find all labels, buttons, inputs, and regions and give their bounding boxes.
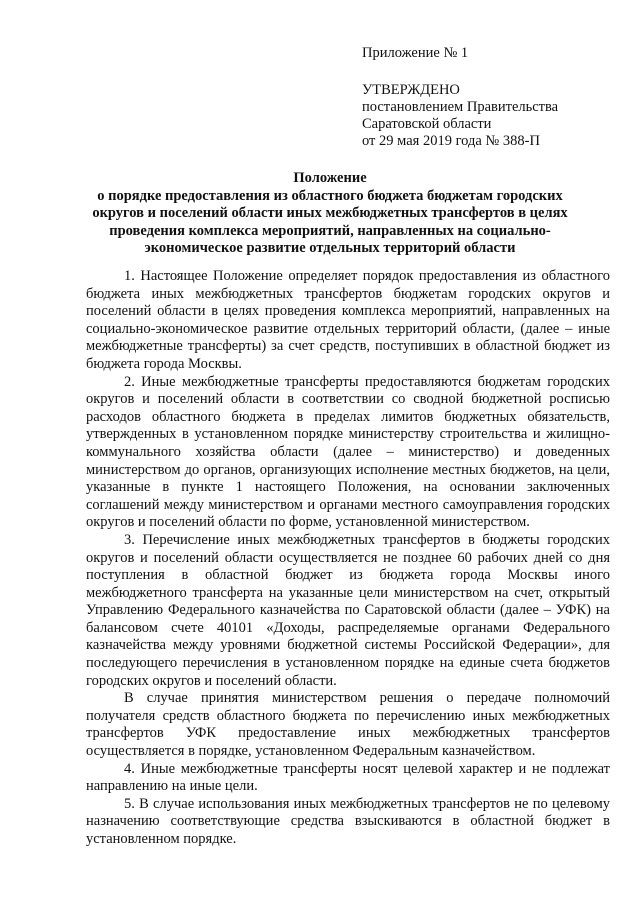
approved-stamp: УТВЕРЖДЕНО (362, 82, 460, 98)
approved-by-line-2: Саратовской области (362, 116, 492, 132)
paragraph-1: 1. Настоящее Положение определяет порядок предоставления из областного бюджета иных межбюджетных трансфертов бюджетам городских округов и поселений области в целях проведения комплекса мероприятий, направленных на социально-экономическое развитие отдельных территорий области, (далее – иные межбюджетные трансферты) за счет средств, поступивших в областной бюджет из бюджета города Москвы. (86, 268, 610, 372)
approved-date: от 29 мая 2019 года № 388-П (362, 133, 540, 149)
title-line-2: о порядке предоставления из областного бюджета бюджетам городских (97, 187, 563, 204)
approved-by-line-1: постановлением Правительства (362, 99, 559, 115)
paragraph-2: 2. Иные межбюджетные трансферты предоставляются бюджетам городских округов и поселений области в соответствии со сводной бюджетной росписью расходов областного бюджета в пределах лимитов бюджетных обязательств, утвержденных в установленном порядке министерству строительства и жилищно-коммунального хозяйства области (далее – министерство) и доведенных министерством до органов, организующих исполнение местных бюджетов, на цели, указанные в пункте 1 настоящего Положения, на основании заключенных соглашений между министерством и органами местного самоуправления городских округов и поселений области по форме, установленной министерством. (86, 373, 610, 531)
title-line-5: экономическое развитие отдельных территорий области (144, 240, 516, 257)
document-title (60, 170, 600, 258)
approval-block (362, 82, 558, 150)
paragraph-3-continuation: В случае принятия министерством решения о передаче полномочий получателя средств областного бюджета по перечислению иных межбюджетных трансфертов УФК предоставление иных межбюджетных трансфертов осуществляется в порядке, установленном Федеральным казначейством. (86, 690, 610, 760)
appendix-label: Приложение № 1 (362, 45, 469, 61)
title-line-1: Положение (293, 170, 367, 186)
paragraph-4: 4. Иные межбюджетные трансферты носят целевой характер и не подлежат направлению на иные цели. (86, 760, 610, 795)
title-line-4: проведения комплекса мероприятий, направленных на социально- (109, 222, 551, 239)
paragraph-5: 5. В случае использования иных межбюджетных трансфертов не по целевому назначению соответствующие средства взыскиваются в областной бюджет в установленном порядке. (86, 795, 610, 847)
document-body (86, 268, 610, 849)
title-line-3: округов и поселений области иных межбюджетных трансфертов в целях (92, 205, 568, 222)
paragraph-3: 3. Перечисление иных межбюджетных трансфертов в бюджеты городских округов и поселений области осуществляется не позднее 60 рабочих дней со дня поступления в областной бюджет из бюджета города Москвы иного межбюджетного трансферта на указанные цели министерством на счет, открытый Управлению Федерального казначейства по Саратовской области (далее – УФК) на балансовом счете 40101 «Доходы, распределяемые органами Федерального казначейства между уровнями бюджетной системы Российской Федерации», для последующего перечисления в установленном порядке на единые счета бюджетов городских округов и поселений области. (86, 531, 610, 689)
